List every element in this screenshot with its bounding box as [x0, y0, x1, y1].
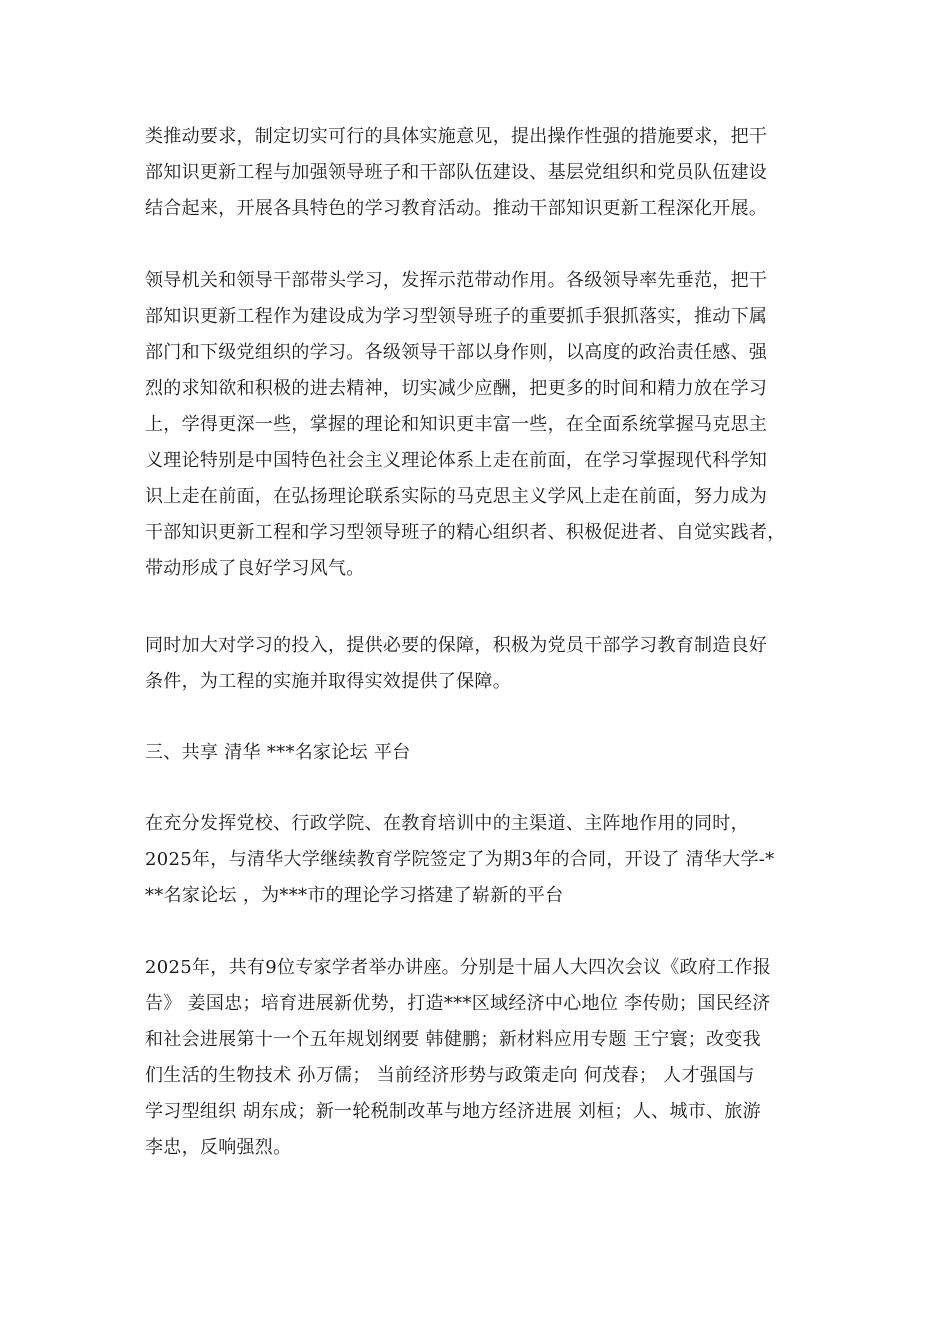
text-line: 李忠，反响强烈。	[145, 1137, 292, 1158]
heading-text: 三、共享 清华 ***名家论坛 平台	[145, 742, 411, 763]
text-line: 义理论特别是中国特色社会主义理论体系上走在前面，在学习掌握现代科学知	[145, 450, 768, 471]
text-line: 同时加大对学习的投入，提供必要的保障，积极为党员干部学习教育制造良好	[145, 635, 768, 656]
section-heading	[145, 735, 815, 771]
text-line: 干部知识更新工程和学习型领导班子的精心组织者、积极促进者、自觉实践者，	[145, 522, 786, 543]
text-line: 带动形成了良好学习风气。	[145, 558, 365, 579]
text-line: 烈的求知欲和积极的进去精神，切实减少应酬，把更多的时间和精力放在学习	[145, 378, 768, 399]
text-line: 类推动要求，制定切实可行的具体实施意见，提出操作性强的措施要求，把干	[145, 126, 768, 147]
paragraph-2	[145, 263, 815, 587]
paragraph-3	[145, 628, 815, 700]
text-line: 2025年，共有9位专家学者举办讲座。分别是十届人大四次会议《政府工作报	[145, 957, 772, 978]
text-line: 学习型组织 胡东成；新一轮税制改革与地方经济进展 刘桓；人、城市、旅游	[145, 1101, 761, 1122]
text-line: 条件，为工程的实施并取得实效提供了保障。	[145, 671, 511, 692]
text-line: 们生活的生物技术 孙万儒； 当前经济形势与政策走向 何茂春； 人才强国与	[145, 1065, 755, 1086]
paragraph-1	[145, 119, 815, 227]
text-line: 和社会进展第十一个五年规划纲要 韩健鹏；新材料应用专题 王宁寰；改变我	[145, 1029, 761, 1050]
text-line: 部知识更新工程作为建设成为学习型领导班子的重要抓手狠抓落实，推动下属	[145, 306, 768, 327]
text-line: 告》 姜国忠；培育进展新优势，打造***区域经济中心地位 李传勋；国民经济	[145, 993, 771, 1014]
text-line: 2025年，与清华大学继续教育学院签定了为期3年的合同，开设了 清华大学-*	[145, 849, 775, 870]
paragraph-4	[145, 806, 815, 914]
text-line: 领导机关和领导干部带头学习，发挥示范带动作用。各级领导率先垂范，把干	[145, 270, 768, 291]
text-line: 部门和下级党组织的学习。各级领导干部以身作则，以高度的政治责任感、强	[145, 342, 768, 363]
text-line: 结合起来，开展各具特色的学习教育活动。推动干部知识更新工程深化开展。	[145, 198, 768, 219]
text-line: **名家论坛 ，为***市的理论学习搭建了崭新的平台	[145, 885, 564, 906]
text-line: 部知识更新工程与加强领导班子和干部队伍建设、基层党组织和党员队伍建设	[145, 162, 768, 183]
text-line: 在充分发挥党校、行政学院、在教育培训中的主渠道、主阵地作用的同时，	[145, 813, 749, 834]
text-line: 上，学得更深一些，掌握的理论和知识更丰富一些，在全面系统掌握马克思主	[145, 414, 768, 435]
paragraph-5	[145, 950, 815, 1166]
text-line: 识上走在前面，在弘扬理论联系实际的马克思主义学风上走在前面，努力成为	[145, 486, 768, 507]
